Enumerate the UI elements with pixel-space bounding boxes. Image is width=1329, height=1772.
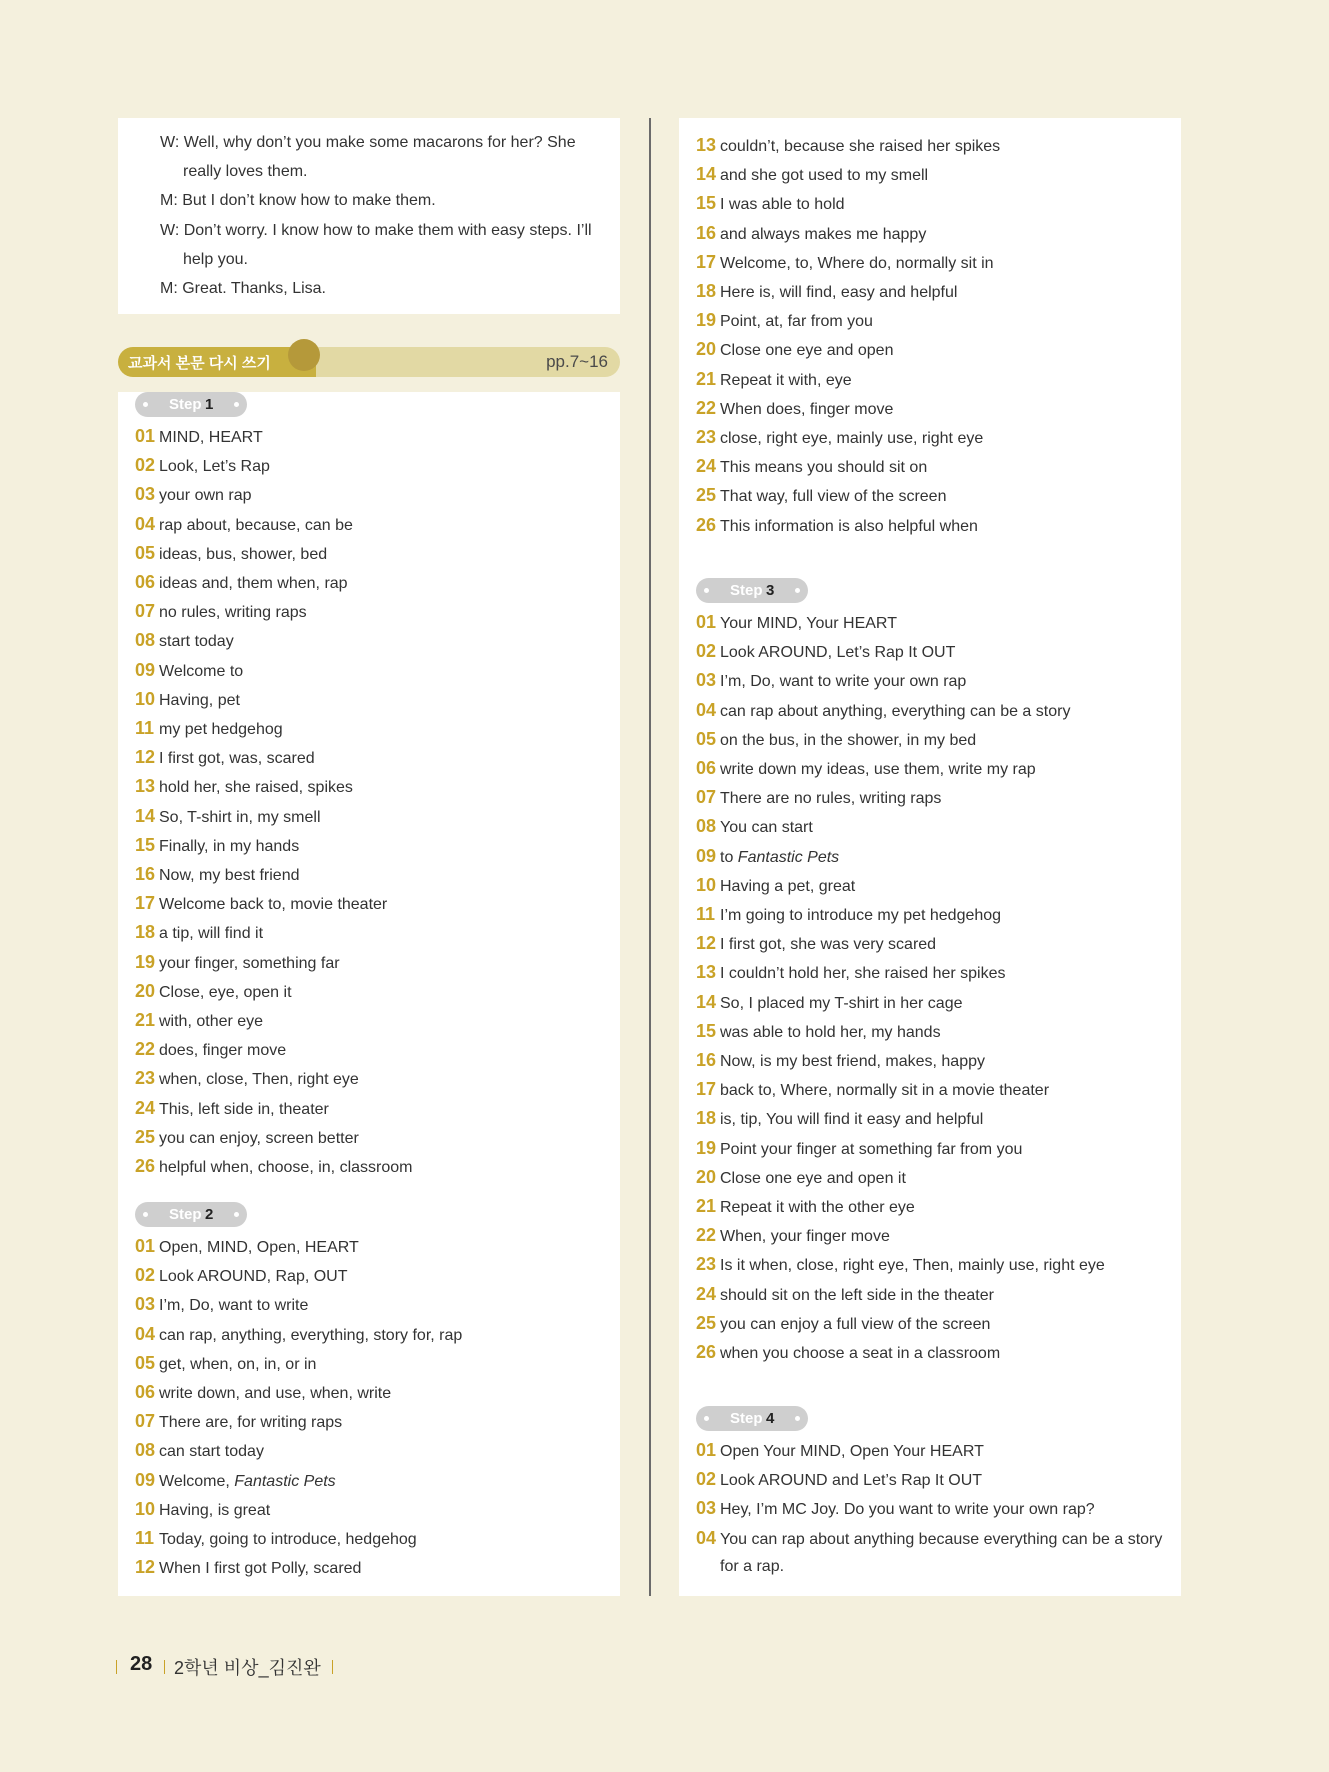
line-number: 05 [135, 542, 156, 563]
line-number: 02 [135, 455, 156, 476]
answer-line [696, 310, 873, 332]
dialog-line: really loves them. [183, 163, 308, 181]
line-text: Open, MIND, Open, HEART [159, 1239, 359, 1256]
line-number: 20 [696, 339, 717, 360]
line-number: 11 [135, 718, 155, 738]
line-text: When I first got Polly, scared [159, 1560, 362, 1578]
line-text: your finger, something far [159, 954, 340, 972]
line-text: on the bus, in the shower, in my bed [720, 731, 977, 749]
line-number: 21 [696, 1196, 717, 1216]
line-text: you can enjoy a full view of the screen [720, 1315, 991, 1333]
step-badge-dot [143, 1212, 148, 1217]
answer-line [696, 904, 1001, 926]
line-text: ideas and, them when, rap [159, 575, 348, 592]
line-text: I first got, was, scared [159, 750, 315, 768]
dialog-line: M: Great. Thanks, Lisa. [160, 280, 326, 297]
line-text: my pet hedgehog [159, 721, 283, 738]
line-number: 17 [696, 251, 717, 272]
line-number: 18 [696, 281, 717, 301]
step-badge-dot [143, 402, 148, 407]
answer-line [696, 1469, 982, 1491]
line-number: 02 [696, 641, 717, 662]
answer-line [135, 718, 283, 740]
answer-line [135, 1470, 336, 1492]
line-text: can start today [159, 1443, 264, 1461]
line-number: 26 [135, 1156, 156, 1176]
line-number: 21 [696, 368, 717, 389]
answer-line [135, 572, 348, 594]
line-text: Look AROUND, Rap, OUT [159, 1268, 348, 1286]
line-number: 23 [696, 427, 717, 447]
line-number: 04 [135, 1323, 156, 1344]
answer-line [135, 747, 315, 769]
answer-line [135, 776, 353, 798]
line-number: 09 [135, 659, 156, 680]
step-badge-dot [704, 588, 709, 593]
line-title-italic: Fantastic Pets [737, 848, 840, 866]
line-number: 20 [696, 1166, 717, 1187]
answer-line [135, 601, 307, 623]
line-text: you can enjoy, screen better [159, 1129, 359, 1147]
step-badge-dot [234, 402, 239, 407]
line-number: 03 [696, 670, 717, 691]
line-number: 03 [135, 484, 156, 505]
line-text: hold her, she raised, spikes [159, 779, 353, 797]
line-number: 15 [696, 1020, 717, 1041]
line-text: Point, at, far from you [720, 313, 873, 331]
line-number: 13 [135, 776, 156, 797]
line-text: get, when, on, in, or in [159, 1355, 317, 1373]
line-text: helpful when, choose, in, classroom [159, 1159, 413, 1176]
line-text: I’m, Do, want to write [159, 1297, 309, 1315]
line-text: I couldn’t hold her, she raised her spikes [720, 965, 1006, 983]
line-number: 25 [135, 1126, 156, 1147]
line-text: Having a pet, great [720, 877, 856, 895]
line-text: You can start [720, 819, 813, 837]
line-number: 10 [696, 874, 717, 895]
answer-line [696, 135, 1000, 157]
line-number: 10 [135, 1498, 156, 1519]
step-label: Step [730, 582, 763, 599]
answer-line [135, 1324, 462, 1346]
footer-text: 2학년 비상_김진완 [174, 1658, 321, 1678]
answer-line [696, 164, 928, 186]
line-number: 19 [696, 1137, 717, 1158]
step-label: Step [730, 1410, 763, 1427]
step-badge-dot [234, 1212, 239, 1217]
line-text: Look AROUND, Let’s Rap It OUT [720, 644, 956, 662]
line-text: was able to hold her, my hands [720, 1023, 941, 1041]
answer-line [696, 427, 983, 449]
answer-line [696, 729, 976, 751]
line-text: I first got, she was very scared [720, 936, 937, 954]
step-number: 1 [205, 396, 214, 413]
answer-line [135, 1039, 286, 1061]
answer-line [696, 456, 927, 478]
footer-separator [164, 1660, 165, 1674]
line-number: 07 [135, 601, 156, 622]
answer-line [135, 1353, 316, 1375]
line-text: Today, going to introduce, hedgehog [159, 1531, 417, 1548]
answer-line [135, 1127, 359, 1149]
answer-line [696, 1108, 983, 1130]
line-number: 17 [696, 1079, 717, 1100]
dialog-line: M: But I don’t know how to make them. [160, 192, 436, 210]
line-number: 15 [135, 834, 156, 855]
line-number: 08 [135, 630, 156, 651]
answer-line [696, 369, 852, 391]
line-number: 21 [135, 1010, 156, 1030]
answer-line [696, 1079, 1049, 1101]
answer-line [696, 1528, 1162, 1550]
line-text: with, other eye [159, 1013, 264, 1030]
line-text: Open Your MIND, Open Your HEART [720, 1443, 984, 1460]
line-text: when, close, Then, right eye [159, 1071, 359, 1089]
step-label: Step [169, 1206, 202, 1223]
line-text: Having, pet [159, 691, 240, 709]
answer-line [696, 962, 1006, 984]
answer-line [135, 952, 340, 974]
section-title: 교과서 본문 다시 쓰기 [128, 355, 271, 372]
answer-line [696, 1342, 1000, 1364]
page-range: pp.7~16 [546, 352, 608, 371]
line-number: 25 [696, 1312, 717, 1333]
section-header [118, 347, 620, 377]
line-number: 16 [135, 864, 156, 884]
dialog-line: help you. [183, 250, 248, 268]
answer-line [696, 1225, 890, 1247]
line-text: Close one eye and open it [720, 1169, 906, 1187]
line-number: 14 [696, 991, 717, 1012]
answer-line [135, 1265, 348, 1287]
line-number: 16 [696, 1050, 717, 1070]
line-text: to [720, 848, 738, 866]
answer-line [696, 1440, 984, 1462]
answer-line [696, 787, 941, 809]
line-text: Your MIND, Your HEART [720, 615, 897, 632]
line-number: 06 [696, 758, 717, 778]
answer-line [135, 1499, 270, 1521]
answer-line [696, 515, 978, 537]
answer-line [135, 1236, 359, 1258]
line-text: rap about, because, can be [159, 516, 353, 534]
step-number: 3 [766, 582, 775, 599]
line-number: 19 [696, 310, 717, 331]
line-text: no rules, writing raps [159, 604, 307, 622]
answer-line [696, 1021, 941, 1043]
line-text: This, left side in, theater [159, 1100, 329, 1118]
step-badge-dot [795, 588, 800, 593]
line-text: start today [159, 633, 234, 651]
line-number: 26 [696, 514, 717, 535]
line-number: 18 [696, 1108, 717, 1129]
answer-line [135, 922, 263, 944]
line-text: and she got used to my smell [720, 167, 929, 185]
line-number: 12 [696, 933, 717, 954]
line-number: 04 [696, 1527, 717, 1548]
dialog-line: W: Don’t worry. I know how to make them with easy steps. I’ll [160, 221, 592, 239]
answer-line [135, 660, 243, 682]
line-text: Now, is my best friend, makes, happy [720, 1053, 985, 1070]
line-number: 08 [135, 1440, 156, 1461]
line-text: Hey, I’m MC Joy. Do you want to write your own rap? [720, 1501, 1095, 1519]
line-number: 01 [135, 1236, 156, 1256]
line-text: I was able to hold [720, 196, 845, 214]
answer-line [696, 1138, 1022, 1160]
answer-line [696, 992, 962, 1014]
line-number: 04 [696, 699, 717, 720]
line-number: 12 [135, 1557, 156, 1578]
answer-line [696, 700, 1070, 722]
line-number: 12 [135, 747, 156, 768]
answer-line [135, 1156, 412, 1178]
line-text: should sit on the left side in the theater [720, 1286, 994, 1304]
line-text: Welcome, [159, 1472, 235, 1490]
line-text: can rap, anything, everything, story for, rap [159, 1326, 463, 1344]
line-text: Close one eye and open [720, 342, 894, 360]
answer-line [135, 1440, 264, 1462]
line-number: 11 [135, 1528, 155, 1548]
footer-separator [116, 1660, 117, 1674]
line-number: 02 [135, 1265, 156, 1286]
page-number: 28 [130, 1653, 153, 1675]
answer-line [696, 252, 994, 274]
answer-line [696, 816, 813, 838]
answer-line [696, 612, 897, 634]
header-decoration-circle [288, 339, 320, 371]
line-text-continued: for a rap. [720, 1557, 785, 1575]
answer-line [696, 339, 893, 361]
line-text: a tip, will find it [159, 925, 264, 943]
answer-line [135, 1098, 329, 1120]
line-number: 05 [135, 1352, 156, 1373]
line-number: 20 [135, 980, 156, 1001]
line-text: Welcome back to, movie theater [159, 896, 388, 914]
line-number: 22 [135, 1039, 156, 1060]
line-text: There are no rules, writing raps [720, 790, 942, 808]
line-text: Repeat it with, eye [720, 371, 852, 389]
answer-line [135, 835, 299, 857]
line-text: Welcome to [159, 662, 244, 680]
answer-line [135, 455, 270, 477]
line-text: Here is, will find, easy and helpful [720, 284, 958, 301]
answer-line [696, 1167, 906, 1189]
line-number: 04 [135, 513, 156, 534]
answer-line [696, 1050, 985, 1072]
step-number: 4 [766, 1410, 775, 1427]
line-text: You can rap about anything because everything can be a story [720, 1530, 1163, 1548]
line-text: does, finger move [159, 1042, 287, 1060]
answer-line [696, 398, 893, 420]
answer-line [696, 641, 955, 663]
line-text: This means you should sit on [720, 459, 928, 477]
answer-line [135, 1411, 342, 1433]
line-text: Is it when, close, right eye, Then, mainly use, right eye [720, 1257, 1105, 1275]
line-number: 01 [696, 612, 717, 632]
answer-line [696, 670, 966, 692]
line-text: When, your finger move [720, 1228, 890, 1246]
line-number: 08 [696, 816, 717, 837]
line-number: 03 [135, 1294, 156, 1315]
line-number: 24 [696, 1283, 717, 1304]
line-number: 03 [696, 1498, 717, 1519]
answer-line [696, 485, 946, 507]
line-number: 05 [696, 728, 717, 749]
line-text: That way, full view of the screen [720, 488, 947, 506]
line-number: 07 [135, 1411, 156, 1432]
line-text: close, right eye, mainly use, right eye [720, 430, 984, 447]
answer-line [135, 1010, 263, 1032]
line-text: I’m, Do, want to write your own rap [720, 673, 967, 691]
line-text: write down, and use, when, write [159, 1385, 392, 1402]
dialog-line: W: Well, why don’t you make some macarons for her? She [160, 134, 576, 151]
line-title-italic: Fantastic Pets [234, 1472, 336, 1490]
step-badge [696, 578, 808, 603]
step-badge-dot [704, 1416, 709, 1421]
line-number: 01 [696, 1440, 717, 1460]
line-text: There are, for writing raps [159, 1414, 343, 1432]
step-number: 2 [205, 1206, 214, 1223]
answer-line [696, 1284, 994, 1306]
line-number: 22 [696, 1225, 717, 1246]
line-text: Repeat it with the other eye [720, 1199, 915, 1216]
line-number: 11 [696, 904, 716, 924]
line-number: 09 [135, 1469, 156, 1490]
line-text: when you choose a seat in a classroom [720, 1345, 1001, 1362]
answer-line [696, 758, 1036, 780]
line-number: 07 [696, 787, 717, 808]
line-number: 22 [696, 397, 717, 418]
line-number: 01 [135, 426, 156, 446]
line-number: 16 [696, 222, 717, 243]
answer-line [135, 426, 263, 448]
answer-line [135, 1557, 361, 1579]
line-number: 14 [135, 805, 156, 826]
answer-line [696, 875, 855, 897]
line-text: So, I placed my T-shirt in her cage [720, 994, 963, 1012]
answer-line [135, 981, 292, 1003]
line-number: 13 [696, 962, 717, 983]
line-number: 23 [135, 1068, 156, 1089]
line-text: can rap about anything, everything can be a story [720, 702, 1071, 720]
answer-line [135, 1528, 417, 1550]
answer-line [696, 1498, 1095, 1520]
answer-line [696, 1313, 990, 1335]
line-text: couldn’t, because she raised her spikes [720, 138, 1001, 155]
answer-line [135, 806, 321, 828]
line-number: 18 [135, 922, 156, 943]
answer-line [696, 933, 936, 955]
line-text: Point your finger at something far from you [720, 1140, 1023, 1158]
answer-line [696, 1196, 915, 1218]
answer-line [696, 281, 957, 303]
step-badge-dot [795, 1416, 800, 1421]
line-number: 02 [696, 1469, 717, 1490]
line-number: 26 [696, 1342, 717, 1362]
line-text: ideas, bus, shower, bed [159, 545, 328, 563]
line-text: and always makes me happy [720, 225, 927, 243]
line-number: 15 [696, 193, 717, 214]
step-badge [135, 392, 247, 417]
line-number: 19 [135, 951, 156, 972]
line-text: MIND, HEART [159, 429, 263, 446]
footer-separator [332, 1660, 333, 1674]
answer-line [696, 1254, 1105, 1276]
answer-line [696, 193, 845, 215]
line-text: Now, my best friend [159, 867, 300, 884]
answer-line [696, 846, 839, 868]
answer-line [135, 543, 327, 565]
line-text: When does, finger move [720, 400, 894, 418]
line-number: 24 [135, 1097, 156, 1118]
line-text: This information is also helpful when [720, 517, 978, 535]
line-text: Finally, in my hands [159, 837, 300, 855]
step-label: Step [169, 396, 202, 413]
answer-line [135, 1068, 359, 1090]
step-badge [135, 1202, 247, 1227]
line-text: is, tip, You will find it easy and helpful [720, 1111, 984, 1129]
column-divider [649, 118, 651, 1596]
line-text: write down my ideas, use them, write my rap [720, 761, 1036, 778]
answer-line [135, 864, 300, 886]
answer-line [696, 223, 926, 245]
line-text: Look AROUND and Let’s Rap It OUT [720, 1472, 983, 1490]
answer-line [135, 514, 353, 536]
line-number: 06 [135, 1382, 156, 1402]
line-text: So, T-shirt in, my smell [159, 808, 321, 826]
line-text: Close, eye, open it [159, 983, 292, 1001]
line-number: 24 [696, 456, 717, 477]
line-text: Look, Let’s Rap [159, 458, 270, 476]
section-header-bar [278, 347, 620, 377]
answer-line [135, 1382, 391, 1404]
section-header-tab [118, 347, 316, 377]
answer-line [135, 484, 252, 506]
line-number: 23 [696, 1254, 717, 1275]
answer-line [135, 689, 240, 711]
line-text: back to, Where, normally sit in a movie theater [720, 1082, 1050, 1100]
line-number: 10 [135, 688, 156, 709]
line-number: 06 [135, 572, 156, 592]
line-number: 17 [135, 893, 156, 914]
line-text: your own rap [159, 487, 252, 505]
line-number: 14 [696, 164, 717, 185]
line-text: I’m going to introduce my pet hedgehog [720, 907, 1002, 924]
answer-line [135, 630, 234, 652]
line-text: Having, is great [159, 1501, 271, 1519]
step-badge [696, 1406, 808, 1431]
line-text: Welcome, to, Where do, normally sit in [720, 254, 994, 272]
line-number: 13 [696, 135, 717, 155]
line-number: 25 [696, 485, 717, 506]
answer-line [135, 893, 387, 915]
line-number: 09 [696, 845, 717, 866]
answer-line [135, 1294, 308, 1316]
